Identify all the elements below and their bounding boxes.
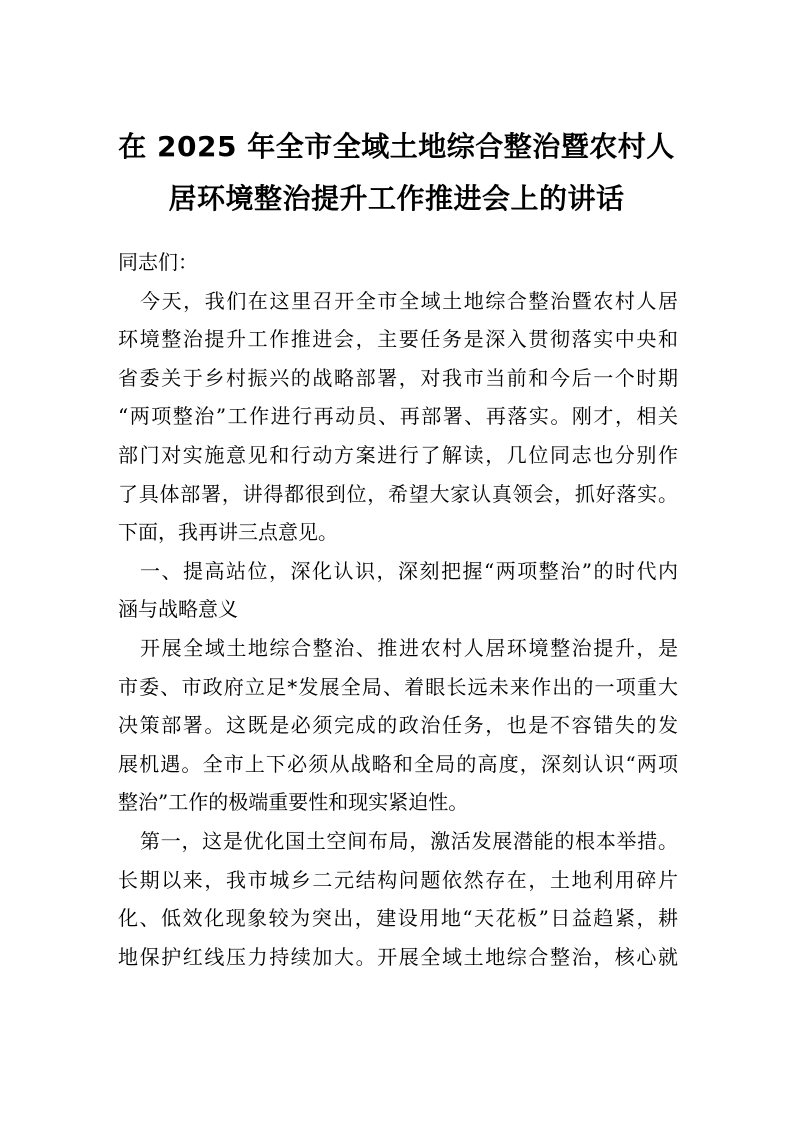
paragraph-1-line-5: 部门对实施意见和行动方案进行了解读，几位同志也分别作 [118,442,678,467]
salutation: 同志们： [118,250,198,274]
paragraph-3-line-3: 决策部署。这既是必须完成的政治任务，也是不容错失的发 [118,713,678,738]
paragraph-1-line-3: 省委关于乡村振兴的战略部署，对我市当前和今后一个时期 [118,365,678,390]
paragraph-3-line-5: 整治”工作的极端重要性和现实紧迫性。 [118,790,469,815]
paragraph-4-line-1: 第一，这是优化国土空间布局，激活发展潜能的根本举措。 [140,828,678,853]
paragraph-4-line-4: 地保护红线压力持续加大。开展全域土地综合整治，核心就 [118,944,678,969]
document-title [100,121,693,225]
paragraph-1-line-1: 今天，我们在这里召开全市全域土地综合整治暨农村人居 [140,288,678,313]
paragraph-3-line-2: 市委、市政府立足*发展全局、着眼长远未来作出的一项重大 [118,674,678,699]
paragraph-1-line-6: 了具体部署，讲得都很到位，希望大家认真领会，抓好落实。 [118,481,678,506]
section-heading-line-1: 一、提高站位，深化认识，深刻把握“两项整治”的时代内 [140,558,678,583]
paragraph-3-line-1: 开展全域土地综合整治、推进农村人居环境整治提升，是 [140,635,678,660]
document-body [118,243,678,976]
paragraph-4-line-2: 长期以来，我市城乡二元结构问题依然存在，土地利用碎片 [118,867,678,892]
paragraph-1-line-4: “两项整治”工作进行再动员、再部署、再落实。刚才，相关 [118,404,678,429]
title-line-1: 在 2025 年全市全域土地综合整治暨农村人 [118,130,675,163]
paragraph-4-line-3: 化、低效化现象较为突出，建设用地“天花板”日益趋紧，耕 [118,906,678,931]
paragraph-1-line-7: 下面，我再讲三点意见。 [118,520,338,545]
paragraph-3-line-4: 展机遇。全市上下必须从战略和全局的高度，深刻认识“两项 [118,751,678,776]
section-heading-line-2: 涵与战略意义 [118,597,238,622]
title-line-2: 居环境整治提升工作推进会上的讲话 [168,182,625,215]
paragraph-1-line-2: 环境整治提升工作推进会，主要任务是深入贯彻落实中央和 [118,327,678,352]
